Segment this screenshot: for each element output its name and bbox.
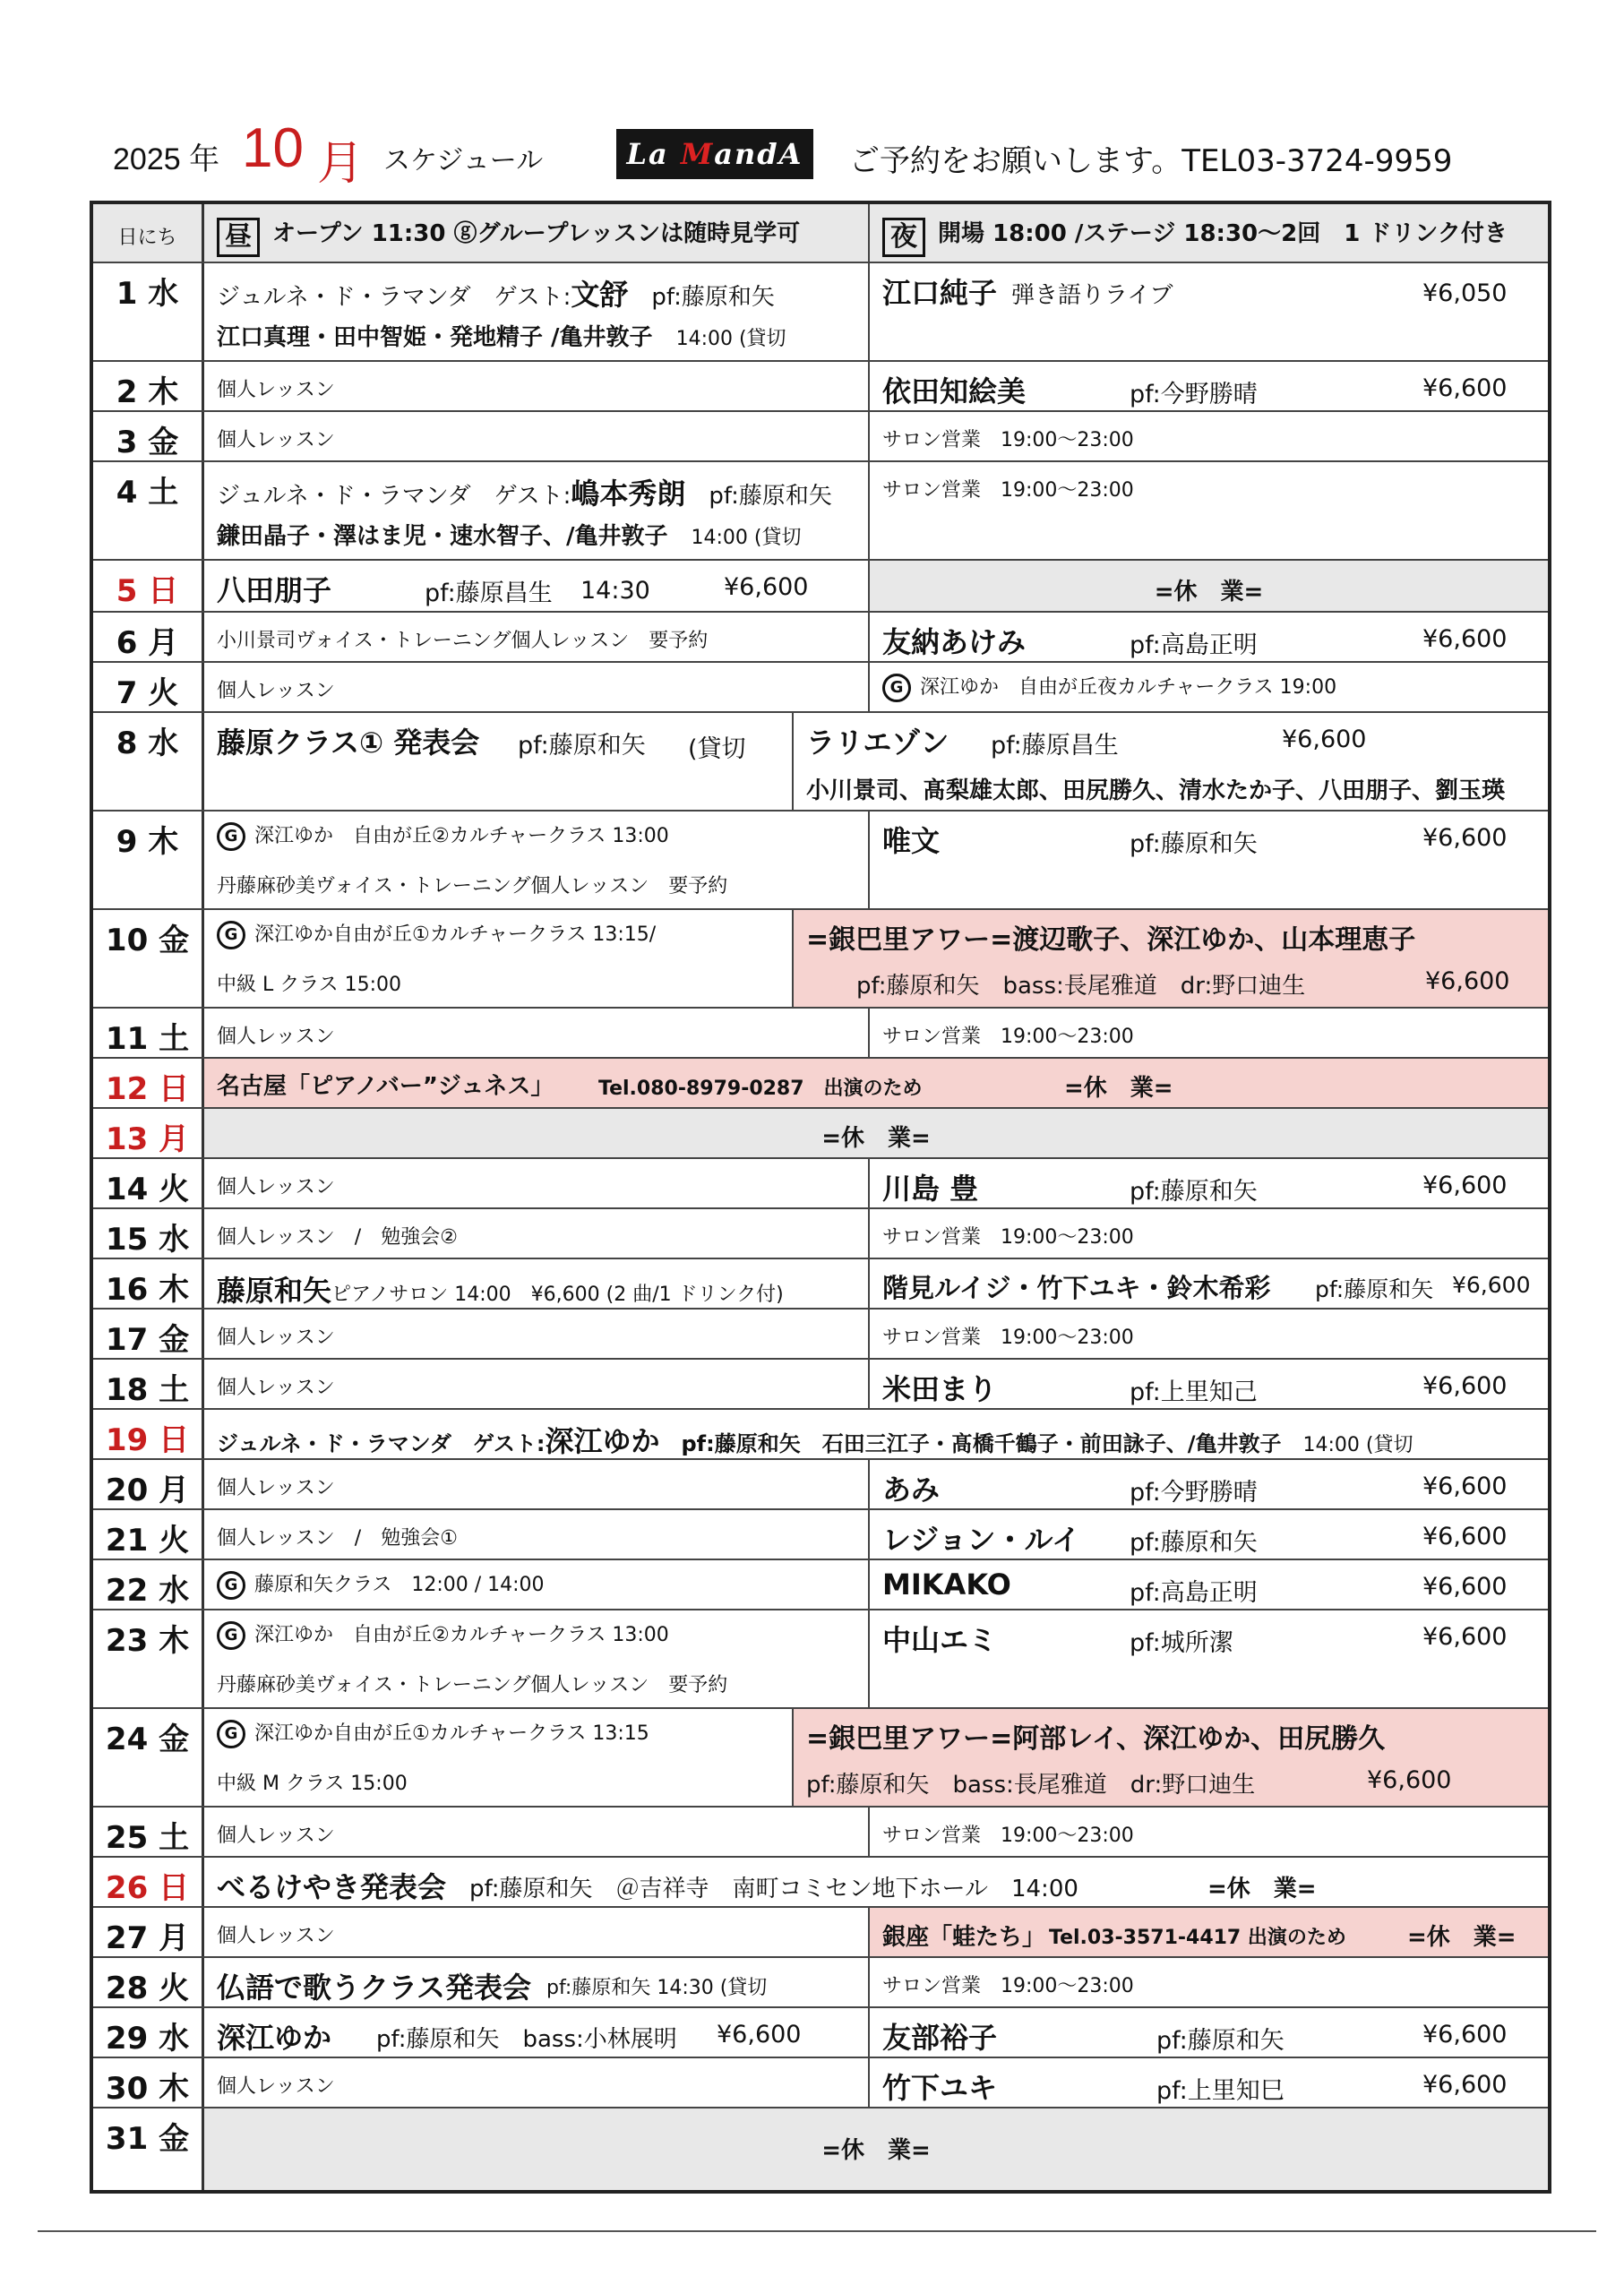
night-text: サロン営業 19:00〜23:00 <box>882 1026 1134 1048</box>
event-name: 藤原クラス① 発表会 <box>217 726 480 760</box>
day-label: 23 木 <box>93 1610 204 1707</box>
noon-box-label: 昼 <box>217 218 260 257</box>
pianist: pf:藤原和矢 <box>1315 1276 1434 1302</box>
header-month-number: 10 <box>242 117 304 179</box>
table-row: 10 金 G 深江ゆか自由が丘①カルチャークラス 13:15/ 中級 L クラス 15:00 =銀巴里アワー=渡辺歌子、深江ゆか、山本理恵子 pf:藤原和矢 bass:長尾雅道 dr:野口迪生 ¥6,600 <box>93 910 1548 1009</box>
table-row <box>93 263 1548 362</box>
price: ¥6,600 <box>1422 1623 1508 1651</box>
day-label: 1 水 <box>93 263 204 360</box>
performer-name: 米田まり <box>882 1372 998 1406</box>
day-label: 6 月 <box>93 613 204 661</box>
night-column-header <box>868 204 1548 262</box>
day-label: 8 水 <box>93 713 204 810</box>
time: 14:30 <box>580 577 650 605</box>
noon-text: 小川景司ヴォイス・トレーニング個人レッスン 要予約 <box>217 630 709 652</box>
table-row <box>93 412 1548 462</box>
noon-header-text: オープン 11:30 ⓖグループレッスンは随時見学可 <box>272 220 801 247</box>
night-text: サロン営業 19:00〜23:00 <box>882 1327 1134 1349</box>
table-row <box>93 1808 1548 1858</box>
members: 小川景司、髙梨雄太郎、田尻勝久、清水たか子、八田朋子、劉玉瑛 <box>806 777 1506 804</box>
tel: Tel.080-8979-0287 出演のため <box>598 1078 923 1100</box>
noon-text: 中級 M クラス 15:00 <box>217 1773 408 1795</box>
price: ¥6,600 <box>717 2021 802 2048</box>
night-text: サロン営業 19:00〜23:00 <box>882 1825 1134 1847</box>
day-label: 19 日 <box>93 1410 204 1458</box>
night-text: サロン営業 19:00〜23:00 <box>882 1975 1134 1997</box>
pianist: pf:藤原昌生 <box>991 732 1119 760</box>
table-row: 16 木 藤原和矢ピアノサロン 14:00 ¥6,600 (2 曲/1 ドリンク付) 階見ルイジ・竹下ユキ・鈴木希彩 pf:藤原和矢 ¥6,600 <box>93 1259 1548 1310</box>
performer-name: 中山エミ <box>882 1623 998 1657</box>
price: ¥6,600 <box>1452 1272 1531 1298</box>
table-row <box>93 1059 1548 1109</box>
performer-name: 唯文 <box>882 824 941 858</box>
performer-name: 階見ルイジ・竹下ユキ・鈴木希彩 <box>882 1273 1271 1303</box>
pianist: pf:藤原昌生 <box>425 580 553 607</box>
closed-label: =休 業= <box>1154 579 1264 605</box>
tel: Tel.03-3571-4417 出演のため <box>1049 1927 1346 1949</box>
day-label: 30 木 <box>93 2058 204 2107</box>
table-row <box>93 1510 1548 1560</box>
noon-column-header <box>204 204 868 262</box>
day-label: 14 火 <box>93 1159 204 1207</box>
performer-name: 依田知絵美 <box>882 374 1027 408</box>
table-row <box>93 613 1548 663</box>
noon-text: 個人レッスン <box>217 680 335 702</box>
table-row <box>93 1858 1548 1908</box>
event-name: =銀巴里アワー=渡辺歌子、深江ゆか、山本理恵子 <box>806 924 1416 956</box>
day-label: 4 土 <box>93 462 204 559</box>
noon-text: 個人レッスン <box>217 1377 335 1399</box>
day-label: 5 日 <box>93 561 204 611</box>
price: ¥6,600 <box>1422 2021 1508 2048</box>
price: ¥6,600 <box>1422 2071 1508 2099</box>
performer-name: MIKAKO <box>882 1567 1011 1602</box>
band-members: pf:藤原和矢 bass:長尾雅道 dr:野口迪生 <box>806 1772 1256 1799</box>
noon-text: 個人レッスン <box>217 1825 335 1847</box>
performer-name: 川島 豊 <box>882 1172 979 1206</box>
reserved-label: (貸切 <box>688 735 746 763</box>
price: ¥6,600 <box>1425 967 1510 995</box>
price: ¥6,600 <box>1367 1766 1452 1794</box>
event-name: 仏語で歌うクラス発表会 <box>217 1971 532 2005</box>
table-row <box>93 1958 1548 2008</box>
day-label: 11 土 <box>93 1009 204 1057</box>
noon-text: 丹藤麻砂美ヴォイス・トレーニング個人レッスン 要予約 <box>217 875 728 897</box>
performer-name: 竹下ユキ <box>882 2071 998 2105</box>
table-row: 4 土 ジュルネ・ド・ラマンダ ゲスト:嶋本秀朗 pf:藤原和矢 鎌田晶子・澤はま児・速水智子、/亀井敦子 14:00 (貸切 サロン営業 19:00〜23:00 <box>93 462 1548 561</box>
band-members: pf:藤原和矢 bass:小林展明 <box>376 2026 677 2053</box>
closed-label: =休 業= <box>821 2137 931 2164</box>
table-row <box>93 1109 1548 1159</box>
price: ¥6,600 <box>1422 824 1508 852</box>
price: ¥6,600 <box>1422 1372 1508 1400</box>
closed-label: =休 業= <box>1207 1876 1317 1902</box>
noon-line-2: 江口真理・田中智姫・発地精子 /亀井敦子 14:00 (貸切 <box>217 324 786 351</box>
performer-name: あみ <box>882 1473 941 1507</box>
table-row <box>93 713 1548 812</box>
pianist: pf:上里知己 <box>1130 1378 1258 1406</box>
noon-text: 個人レッスン <box>217 379 335 401</box>
pianist: pf:今野勝晴 <box>1130 1479 1258 1507</box>
table-row <box>93 663 1548 713</box>
price: ¥6,050 <box>1422 279 1508 307</box>
table-row: 23 木 G 深江ゆか 自由が丘②カルチャークラス 13:00 丹藤麻砂美ヴォイス・トレーニング個人レッスン 要予約 中山エミ pf:城所潔 ¥6,600 <box>93 1610 1548 1709</box>
table-row <box>93 1209 1548 1259</box>
table-row <box>93 1460 1548 1510</box>
table-row <box>93 1009 1548 1059</box>
closed-label: =休 業= <box>1407 1924 1517 1951</box>
pianist: pf:城所潔 <box>1130 1629 1233 1657</box>
price: ¥6,600 <box>724 573 809 601</box>
la-manda-logo: La MandA <box>616 129 813 179</box>
night-cell: 江口純子 弾き語りライブ ¥6,050 <box>868 263 1548 360</box>
performer-name: 友納あけみ <box>882 625 1027 659</box>
day-label: 27 月 <box>93 1908 204 1956</box>
performer-name: ラリエゾン <box>806 726 949 760</box>
pianist: pf:高島正明 <box>1130 631 1258 659</box>
pianist: pf:藤原和矢 <box>1156 2027 1285 2055</box>
noon-text: 個人レッスン <box>217 1176 335 1198</box>
day-label: 18 土 <box>93 1360 204 1408</box>
performer-name: 藤原和矢 <box>217 1274 332 1308</box>
night-text: サロン営業 19:00〜23:00 <box>882 479 1134 502</box>
table-row: 19 日 ジュルネ・ド・ラマンダ ゲスト:深江ゆか pf:藤原和矢 石田三江子・髙橋千鶴子・前田詠子、/亀井敦子 14:00 (貸切 <box>93 1410 1548 1460</box>
pianist: pf:藤原和矢 <box>1130 1529 1258 1557</box>
price: ¥6,600 <box>1422 1473 1508 1500</box>
noon-text: 個人レッスン <box>217 1477 335 1499</box>
pianist: pf:上里知巳 <box>1156 2077 1285 2105</box>
day-column-header: 日にち <box>93 204 204 262</box>
event-details: pf:藤原和矢 14:30 (貸切 <box>546 1977 768 1999</box>
header-schedule-label: スケジュール <box>383 145 544 176</box>
noon-text: 個人レッスン <box>217 1925 335 1947</box>
table-row <box>93 561 1548 613</box>
noon-text: 個人レッスン <box>217 1026 335 1048</box>
night-text: サロン営業 19:00〜23:00 <box>882 429 1134 451</box>
band-members: pf:藤原和矢 bass:長尾雅道 dr:野口迪生 <box>856 973 1306 1000</box>
night-header-text: 開場 18:00 /ステージ 18:30〜2回 1 ドリンク付き <box>938 220 1508 247</box>
day-label: 10 金 <box>93 910 204 1007</box>
day-label: 16 木 <box>93 1259 204 1308</box>
day-label: 28 火 <box>93 1958 204 2006</box>
page-bottom-divider <box>38 2230 1596 2232</box>
table-row <box>93 1908 1548 1958</box>
table-row: 24 金 G 深江ゆか自由が丘①カルチャークラス 13:15 中級 M クラス 15:00 =銀巴里アワー=阿部レイ、深江ゆか、田尻勝久 pf:藤原和矢 bass:長尾雅道 dr:野口迪生 ¥6,600 <box>93 1709 1548 1808</box>
noon-text: 個人レッスン <box>217 1327 335 1349</box>
performer-name: レジョン・ルイ <box>882 1523 1080 1557</box>
noon-text: 個人レッスン / 勉強会② <box>217 1226 458 1249</box>
day-label: 2 木 <box>93 362 204 410</box>
noon-text: 丹藤麻砂美ヴォイス・トレーニング個人レッスン 要予約 <box>217 1674 728 1696</box>
performer-name: 八田朋子 <box>217 573 332 607</box>
day-label: 17 金 <box>93 1310 204 1358</box>
price: ¥6,600 <box>1422 1172 1508 1199</box>
day-label: 29 水 <box>93 2008 204 2057</box>
event-name: =銀巴里アワー=阿部レイ、深江ゆか、田尻勝久 <box>806 1723 1386 1755</box>
table-row <box>93 2058 1548 2108</box>
schedule-table <box>90 201 1551 2194</box>
group-lesson-icon: G <box>217 921 245 949</box>
pianist: pf:高島正明 <box>1130 1579 1258 1607</box>
performer-name: 深江ゆか <box>217 2021 332 2055</box>
day-label: 21 火 <box>93 1510 204 1559</box>
day-label: 20 月 <box>93 1460 204 1508</box>
table-row <box>93 2108 1548 2190</box>
day-label: 13 月 <box>93 1109 204 1157</box>
table-row <box>93 1310 1548 1360</box>
group-lesson-icon: G <box>882 674 911 702</box>
table-header-row <box>93 204 1548 263</box>
noon-text: 個人レッスン <box>217 2075 335 2098</box>
noon-text: 中級 L クラス 15:00 <box>217 974 401 996</box>
header-reservation-tel: ご予約をお願いします。TEL03-3724-9959 <box>849 143 1453 179</box>
group-lesson-icon: G <box>217 1720 245 1748</box>
night-box-label: 夜 <box>882 218 925 257</box>
table-row <box>93 2008 1548 2058</box>
closed-label: =休 業= <box>821 1125 931 1152</box>
day-label: 26 日 <box>93 1858 204 1906</box>
event-name: 名古屋「ピアノバー”ジュネス」 <box>217 1073 554 1100</box>
event-name: 銀座「蛙たち」 <box>882 1924 1046 1951</box>
price: ¥6,600 <box>1422 374 1508 402</box>
day-label: 31 金 <box>93 2108 204 2190</box>
table-row: 22 水 G 藤原和矢クラス 12:00 / 14:00 MIKAKO pf:高島正明 ¥6,600 <box>93 1560 1548 1610</box>
day-label: 7 火 <box>93 663 204 711</box>
table-row <box>93 1360 1548 1410</box>
day-label: 3 金 <box>93 412 204 460</box>
day-label: 25 土 <box>93 1808 204 1856</box>
header-year: 2025 年 <box>113 142 220 176</box>
day-label: 12 日 <box>93 1059 204 1107</box>
day-label: 22 水 <box>93 1560 204 1609</box>
pianist: pf:藤原和矢 <box>518 732 646 760</box>
group-lesson-icon: G <box>217 822 245 851</box>
pianist: pf:今野勝晴 <box>1130 381 1258 408</box>
closed-label: =休 業= <box>1064 1075 1173 1102</box>
guest-name: 深江ゆか <box>545 1424 660 1458</box>
header-month-suffix: 月 <box>317 137 365 191</box>
page-header <box>106 115 1539 195</box>
table-row <box>93 1159 1548 1209</box>
price: ¥6,600 <box>1422 1523 1508 1550</box>
noon-line-1: ジュルネ・ド・ラマンダ ゲスト:文舒 pf:藤原和矢 <box>217 278 775 312</box>
table-row: 9 木 G 深江ゆか 自由が丘②カルチャークラス 13:00 丹藤麻砂美ヴォイス・トレーニング個人レッスン 要予約 唯文 pf:藤原和矢 ¥6,600 <box>93 812 1548 910</box>
pianist: pf:藤原和矢 <box>1130 1178 1258 1206</box>
group-lesson-icon: G <box>217 1621 245 1650</box>
event-details: pf:藤原和矢 ＠吉祥寺 南町コミセン地下ホール 14:00 <box>469 1876 1078 1902</box>
group-lesson-icon: G <box>217 1571 245 1600</box>
noon-text: 個人レッスン / 勉強会① <box>217 1527 458 1550</box>
noon-cell <box>204 263 868 360</box>
day-label: 9 木 <box>93 812 204 908</box>
price: ¥6,600 <box>1422 1573 1508 1601</box>
night-text: 深江ゆか 自由が丘夜カルチャークラス 19:00 <box>920 676 1337 699</box>
performer-name: 友部裕子 <box>882 2021 998 2055</box>
noon-text: 個人レッスン <box>217 429 335 451</box>
night-text: サロン営業 19:00〜23:00 <box>882 1226 1134 1249</box>
price: ¥6,600 <box>1422 625 1508 653</box>
day-label: 24 金 <box>93 1709 204 1806</box>
performer-name: 江口純子 <box>882 276 998 310</box>
event-name: べるけやき発表会 <box>217 1870 447 1904</box>
table-row <box>93 362 1548 412</box>
day-label: 15 水 <box>93 1209 204 1258</box>
pianist: pf:藤原和矢 <box>1130 830 1258 858</box>
price: ¥6,600 <box>1282 726 1367 753</box>
